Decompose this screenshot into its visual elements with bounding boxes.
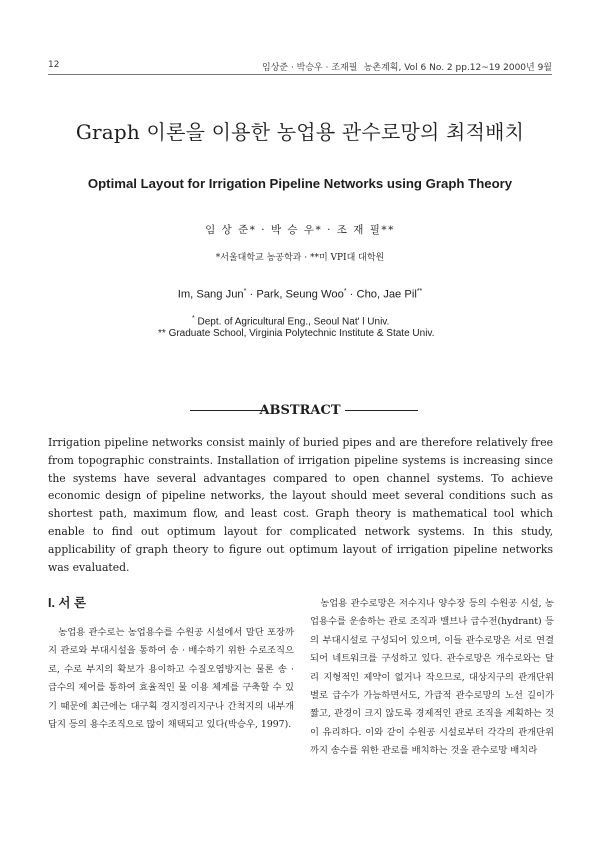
title-english: Optimal Layout for Irrigation Pipeline Networks using Graph Theory [87,176,513,191]
author-3-mark: ** [416,288,423,295]
affiliation-english-1 [192,315,389,327]
running-header-journal: 농촌계획, Vol 6 No. 2 pp.12~19 2000년 9월 [363,63,552,73]
affiliation-english-2 [158,328,434,339]
affiliation-1-mark: * [192,315,195,322]
authors-korean: 임 상 준* · 박 승 우* · 조 재 필** [205,224,395,236]
abstract-heading: ABSTRACT [259,403,341,418]
author-2-name: · Park, Seung Woo [246,288,344,301]
author-1-mark: * [243,288,247,295]
affiliations-korean: *서울대학교 농공학과 · **미 VPI대 대학원 [215,253,385,263]
page-number: 12 [48,60,60,70]
author-1-name: Im, Sang Jun [177,288,244,301]
author-3-name: · Cho, Jae Pil [346,288,417,301]
introduction-right-column: 농업용 관수로망은 저수지나 양수장 등의 수원공 시설, 농업용수를 운송하는 관로 조직과 밸브나 급수전(hydrant) 등의 부대시설로 구성되어 있으며, 이들 관수로망은 서로 연결되어 네트워크를 구성하고 있다. 관수로망은 개수로와는 달리 지형적인 제약이 없거나 작으므로, 대상지구의 관개단위별로 급수가 가능하면서도, 가급적 관수로망의 노선 길이가 짧고, 관경이 크지 않도록 경제적인 관로 조직을 계획하는 것이 유리하다. 이와 같이 수원공 시설로부터 각각의 관개단위까지 송수를 위한 관로를 배치하는 것을 관수로망 배치라 [310,598,554,757]
title-korean: Graph 이론을 이용한 농업용 관수로망의 최적배치 [75,120,525,144]
affiliation-2-mark: ** [158,328,166,339]
section-heading-introduction: I. 서 론 [48,596,87,610]
authors-english [0,288,600,301]
header-divider [48,74,552,75]
introduction-left-column: 농업용 관수로는 농업용수를 수원공 시설에서 말단 포장까지 관로와 부대시설을 통하여 송 · 배수하기 위한 수로조직으로, 수로 부지의 확보가 용이하고 수질오염방지는 물론 송 · 급수의 제어를 통하여 효율적인 물 이용 체계를 구축할 수 있기 때문에 최근에는 대구획 경지정리지구나 간척지의 내부개답지 등의 용수조직으로 많이 채택되고 있다(박승우, 1997). [48,627,294,731]
running-header-authors: 임상준 · 박승우 · 조재필 [262,63,358,73]
abstract-text: Irrigation pipeline networks consist mainly of buried pipes and are therefore relatively free from topographic constraints. Installation of irrigation pipeline systems is increasing since the systems have several advantages compared to open channel systems. To achieve economic design of pipeline networks, the layout should meet several conditions such as shortest path, maximum flow, and least cost. Graph theory is mathematical tool which enable to find out optimum layout for complicated network systems. In this study, applicability of graph theory to figure out optimum layout of irrigation pipeline networks was evaluated. [48,436,553,574]
affiliation-2-text: Graduate School, Virginia Polytechnic Institute & State Univ. [165,328,435,339]
affiliation-1-text: Dept. of Agricultural Eng., Seoul Nat' l Univ. [194,316,390,328]
author-2-mark: * [343,288,347,295]
